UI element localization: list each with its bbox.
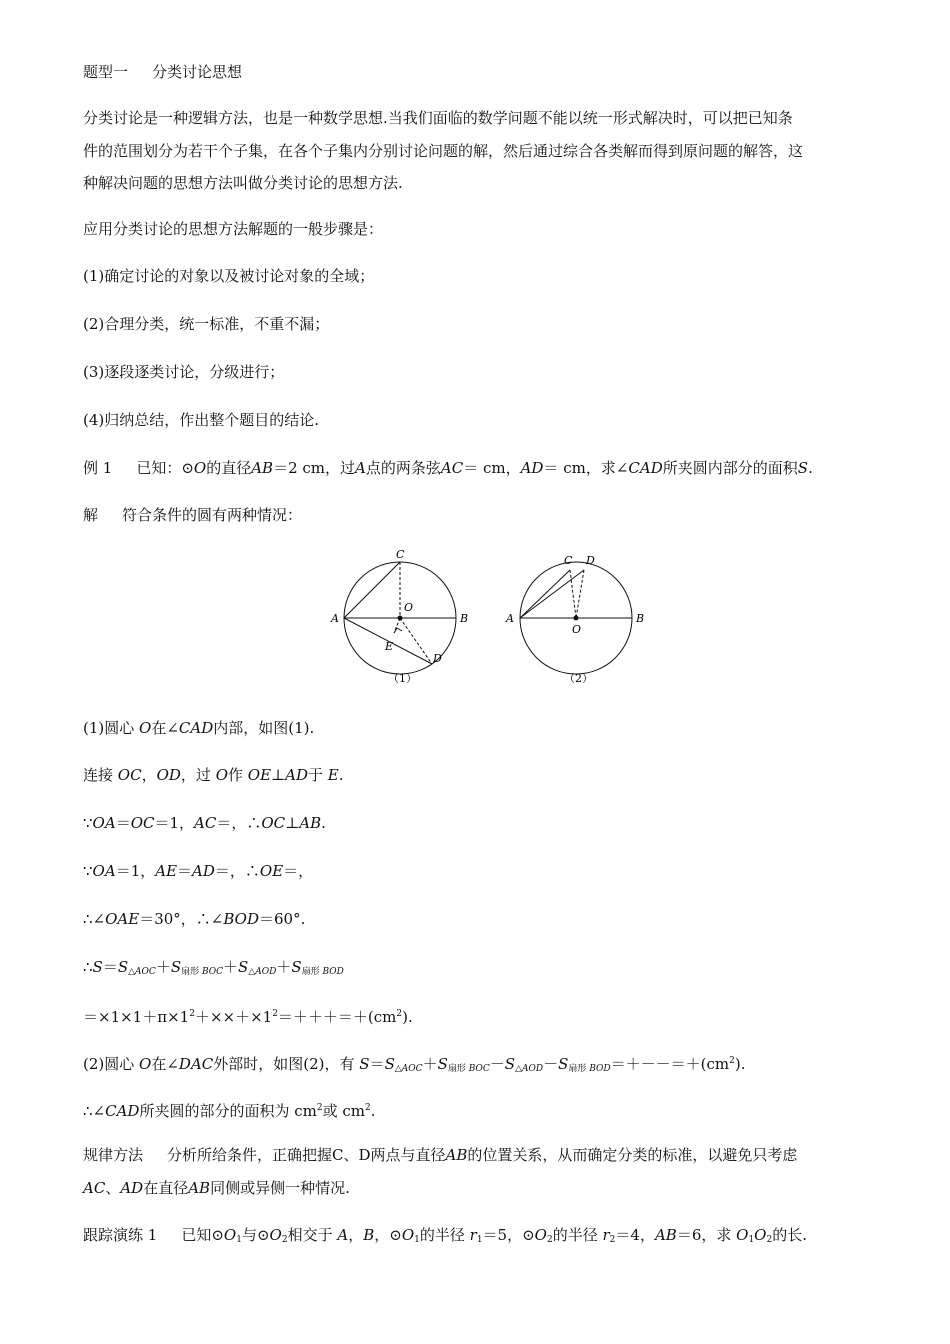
conclusion-line: ∴∠CAD所夹圆的部分的面积为 $cm^2$或 $cm^2$. (83, 1102, 376, 1120)
solution-intro: 解 符合条件的圆有两种情况： (83, 506, 303, 524)
figure-2-chord-ad (520, 570, 584, 618)
figure-2-label-d: D (586, 554, 595, 567)
figure-1-label-a: A (331, 612, 339, 625)
figure-1-label-c: C (396, 548, 405, 561)
steps-title: 应用分类讨论的思想方法解题的一般步骤是： (83, 220, 384, 238)
case1-line-1: (1)圆心 O在∠CAD内部，如图(1). (83, 719, 315, 737)
figure-1-label-b: B (460, 612, 469, 625)
method-line-2: AC、AD在直径AB同侧或异侧一种情况. (83, 1179, 350, 1197)
case1-line-4: ∵OA＝1，AE＝AD＝，∴OE＝， (83, 862, 314, 880)
intro-line-1: 分类讨论是一种逻辑方法，也是一种数学思想.当我们面临的数学问题不能以统一形式解决时，可以把已知条 (83, 109, 793, 127)
figure-2-caption: （2） (564, 672, 593, 685)
figure-2-label-a: A (506, 612, 514, 625)
figure-1-label-o: O (404, 601, 414, 614)
figure-1-center-dot (398, 616, 402, 620)
case1-line-2: 连接 OC，OD，过 O作 OE⊥AD于 E. (83, 766, 344, 784)
geometry-figures (330, 545, 650, 695)
step-2: (2)合理分类，统一标准，不重不漏； (83, 315, 330, 333)
step-1: (1)确定讨论的对象以及被讨论对象的全域； (83, 267, 375, 285)
figure-2-segment-od (576, 570, 584, 618)
case1-line-5: ∴∠OAE＝30°，∴∠BOD＝60°. (83, 910, 306, 928)
case1-line-6: $\therefore S=S_{\triangle AOC}+S_{扇形}$ $_{BOC}+S_{\triangle AOD}+S_{扇形}$ $_{BOD}$ (83, 958, 344, 977)
figure-2 (520, 562, 632, 674)
step-3: (3)逐段逐类讨论，分级进行； (83, 363, 285, 381)
figure-2-chord-ac (520, 570, 570, 618)
figure-2-label-o: O (572, 623, 582, 636)
case2-line: (2)圆心 O在∠DAC外部时，如图(2)，有 $S=S_{\triangle AOC}+S_{扇形}$ $_{BOC}-S_{\triangle AOD}-S_{扇形}$ $_{BOD}=+--=+(cm^2)$. (83, 1055, 746, 1074)
case1-line-3: ∵OA＝OC＝1，AC＝，∴OC⊥AB. (83, 814, 326, 832)
method-line-1: 规律方法 分析所给条件，正确把握C、D两点与直径AB的位置关系，从而确定分类的标准，以避免只考虑 (83, 1146, 798, 1164)
case1-line-7: $=\times 1\times 1+\pi\times 1^2+\times\times+\times 1^2=+++=+(cm^2)$. (83, 1008, 413, 1026)
figure-1-segment-od (400, 618, 432, 664)
practice-line: 跟踪演练 1 已知$⊙O_1$与$⊙O_2$相交于 A，B，$⊙O_1$的半径 $r_1=5$，$⊙O_2$的半径 $r_2=4$，AB＝6，求 $O_1O_2$的长. (83, 1226, 807, 1245)
section-heading: 题型一 分类讨论思想 (83, 63, 243, 81)
figure-2-label-b: B (636, 612, 645, 625)
intro-line-3: 种解决问题的思想方法叫做分类讨论的思想方法. (83, 174, 403, 192)
figure-1-label-d: D (433, 652, 442, 665)
example-1: 例 1 已知：⊙O的直径AB＝2 cm，过A点的两条弦AC＝ cm，AD＝ cm，求∠CAD所夹圆内部分的面积S. (83, 459, 813, 477)
figure-1-caption: （1） (388, 672, 417, 685)
figure-1-chord-ac (344, 562, 400, 618)
figure-1-label-e: E (385, 640, 394, 653)
step-4: (4)归纳总结，作出整个题目的结论. (83, 411, 320, 429)
figure-2-center-dot (574, 616, 578, 620)
intro-line-2: 件的范围划分为若干个子集，在各个子集内分别讨论问题的解，然后通过综合各类解而得到原问题的解答，这 (83, 142, 804, 160)
figure-2-label-c: C (564, 554, 573, 567)
